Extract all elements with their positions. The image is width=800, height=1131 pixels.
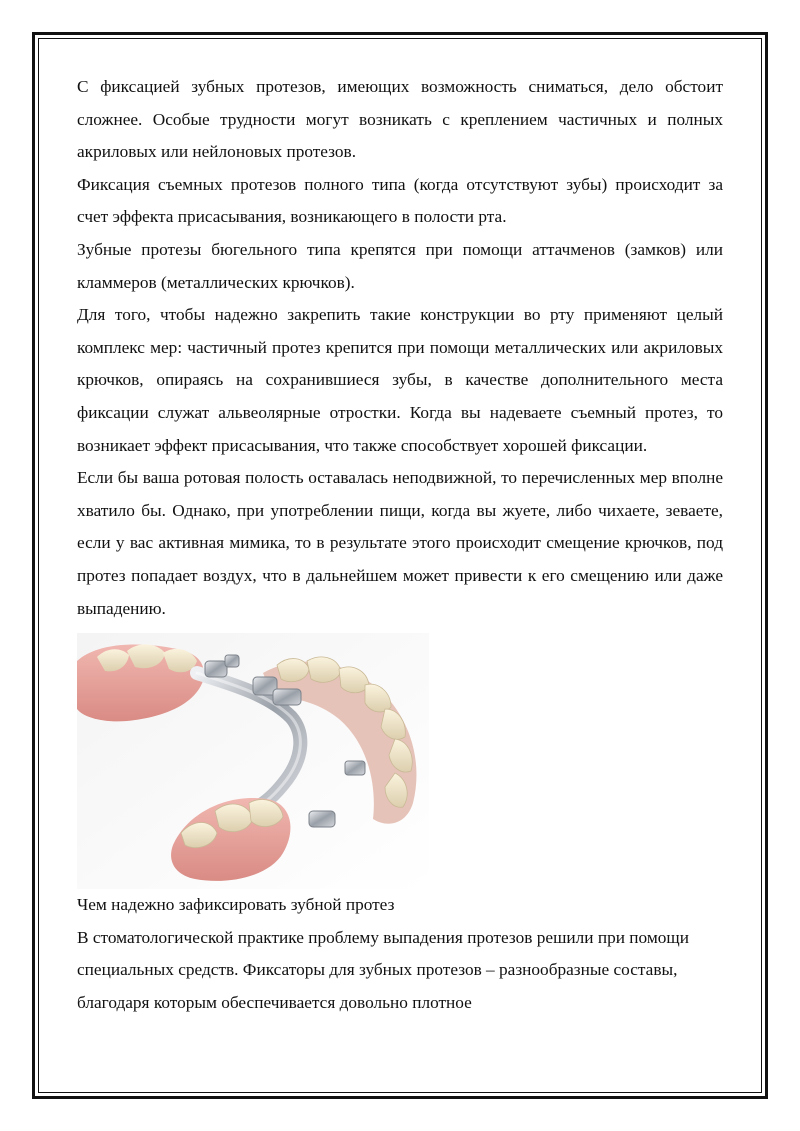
document-body — [77, 71, 723, 1019]
denture-photo — [77, 633, 429, 889]
paragraph-1: С фиксацией зубных протезов, имеющих возможность сниматься, дело обстоит сложнее. Особые трудности могут возникать с креплением частичных и полных акриловых или нейлоновых протезов. — [77, 77, 723, 162]
paragraph-2: Фиксация съемных протезов полного типа (когда отсутствуют зубы) происходит за счет эффекта присасывания, возникающего в полости рта. — [77, 174, 723, 227]
paragraph-6: В стоматологической практике проблему выпадения протезов решили при помощи специальных средств. Фиксаторы для зубных протезов – разнообразные составы, благодаря которым обеспечивается довольно плотное — [77, 927, 689, 1012]
image-caption: Чем надежно зафиксировать зубной протез — [77, 895, 395, 915]
paragraph-5: Если бы ваша ротовая полость оставалась неподвижной, то перечисленных мер вполне хватило бы. Однако, при употреблении пищи, когда вы жуете, либо чихаете, зеваете, если у вас активная мимика, то в результате этого происходит смещение крючков, под протез попадает воздух, что в дальнейшем может привести к его смещению или даже выпадению. — [77, 468, 723, 618]
paragraph-4: Для того, чтобы надежно закрепить такие конструкции во рту применяют целый комплекс мер: частичный протез крепится при помощи металлических или акриловых крючков, опираясь на сохранившиеся зубы, в качестве дополнительного места фиксации служат альвеолярные отростки. Когда вы надеваете съемный протез, то возникает эффект присасывания, что также способствует хорошей фиксации. — [77, 305, 723, 455]
paragraph-3: Зубные протезы бюгельного типа крепятся при помощи аттачменов (замков) или кламмеров (металлических крючков). — [77, 239, 723, 292]
